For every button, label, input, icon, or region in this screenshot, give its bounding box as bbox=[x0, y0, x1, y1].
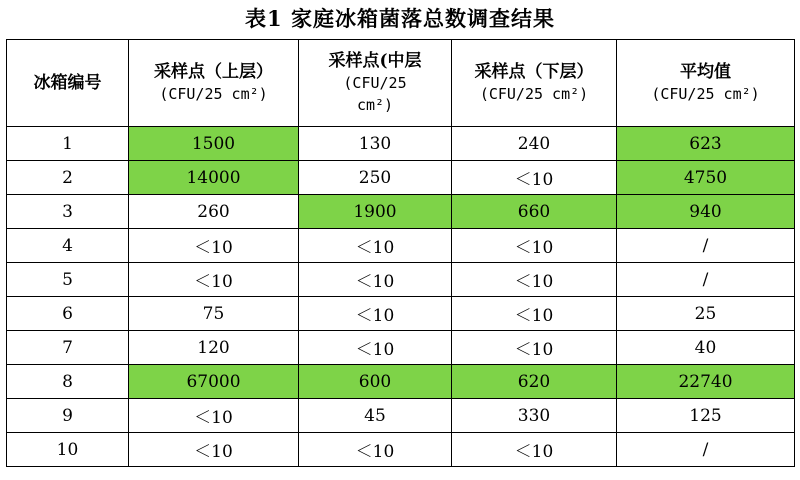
table-row bbox=[7, 263, 795, 297]
cell-average: 623 bbox=[617, 127, 795, 161]
header-lower-label: 采样点（下层） bbox=[474, 62, 594, 82]
cell-upper: 67000 bbox=[129, 365, 299, 399]
cell-middle: ＜10 bbox=[299, 263, 452, 297]
cell-fridge-id: 6 bbox=[7, 297, 129, 331]
cell-lower: ＜10 bbox=[452, 161, 617, 195]
table-row bbox=[7, 229, 795, 263]
cell-upper: 1500 bbox=[129, 127, 299, 161]
header-upper-unit: (CFU/25 cm²) bbox=[159, 85, 268, 103]
table-title: 表1 家庭冰箱菌落总数调查结果 bbox=[245, 6, 555, 31]
cell-middle: ＜10 bbox=[299, 331, 452, 365]
cell-lower: 660 bbox=[452, 195, 617, 229]
cell-lower: ＜10 bbox=[452, 433, 617, 467]
cell-average: 4750 bbox=[617, 161, 795, 195]
table-row bbox=[7, 433, 795, 467]
cell-middle: 250 bbox=[299, 161, 452, 195]
cell-average: / bbox=[617, 433, 795, 467]
cell-middle: ＜10 bbox=[299, 297, 452, 331]
cell-fridge-id: 10 bbox=[7, 433, 129, 467]
header-average-label: 平均值 bbox=[680, 62, 731, 82]
cell-upper: ＜10 bbox=[129, 229, 299, 263]
header-average-unit: (CFU/25 cm²) bbox=[651, 85, 760, 103]
cell-middle: ＜10 bbox=[299, 433, 452, 467]
cell-upper: 75 bbox=[129, 297, 299, 331]
cell-average: / bbox=[617, 263, 795, 297]
header-average bbox=[617, 40, 795, 127]
cell-lower: 240 bbox=[452, 127, 617, 161]
cell-middle: 1900 bbox=[299, 195, 452, 229]
header-middle bbox=[299, 40, 452, 127]
header-lower-unit: (CFU/25 cm²) bbox=[479, 85, 589, 103]
cell-upper: ＜10 bbox=[129, 399, 299, 433]
table-row bbox=[7, 399, 795, 433]
cell-upper: ＜10 bbox=[129, 263, 299, 297]
header-middle-unit-a: (CFU/25 bbox=[343, 74, 407, 92]
cell-average: 40 bbox=[617, 331, 795, 365]
header-row bbox=[7, 40, 795, 127]
table-row bbox=[7, 365, 795, 399]
cell-fridge-id: 9 bbox=[7, 399, 129, 433]
header-middle-label: 采样点(中层 bbox=[328, 51, 422, 71]
results-table bbox=[6, 39, 795, 467]
cell-average: 22740 bbox=[617, 365, 795, 399]
table-body bbox=[7, 127, 795, 467]
cell-upper: 260 bbox=[129, 195, 299, 229]
cell-fridge-id: 5 bbox=[7, 263, 129, 297]
cell-fridge-id: 7 bbox=[7, 331, 129, 365]
header-upper bbox=[129, 40, 299, 127]
cell-upper: 14000 bbox=[129, 161, 299, 195]
table-row bbox=[7, 127, 795, 161]
cell-fridge-id: 4 bbox=[7, 229, 129, 263]
table-row bbox=[7, 195, 795, 229]
cell-fridge-id: 1 bbox=[7, 127, 129, 161]
cell-middle: 600 bbox=[299, 365, 452, 399]
table-row bbox=[7, 161, 795, 195]
cell-upper: ＜10 bbox=[129, 433, 299, 467]
cell-lower: ＜10 bbox=[452, 297, 617, 331]
header-upper-label: 采样点（上层） bbox=[154, 62, 273, 82]
cell-middle: 45 bbox=[299, 399, 452, 433]
cell-average: / bbox=[617, 229, 795, 263]
header-fridge-id bbox=[7, 40, 129, 127]
cell-lower: 620 bbox=[452, 365, 617, 399]
cell-average: 125 bbox=[617, 399, 795, 433]
cell-middle: 130 bbox=[299, 127, 452, 161]
table-row bbox=[7, 331, 795, 365]
cell-middle: ＜10 bbox=[299, 229, 452, 263]
cell-average: 25 bbox=[617, 297, 795, 331]
header-fridge-id-label: 冰箱编号 bbox=[33, 73, 102, 93]
cell-fridge-id: 3 bbox=[7, 195, 129, 229]
cell-lower: ＜10 bbox=[452, 331, 617, 365]
cell-lower: 330 bbox=[452, 399, 617, 433]
header-lower bbox=[452, 40, 617, 127]
header-middle-unit-b: cm²) bbox=[356, 96, 394, 114]
cell-lower: ＜10 bbox=[452, 263, 617, 297]
table-row bbox=[7, 297, 795, 331]
cell-lower: ＜10 bbox=[452, 229, 617, 263]
cell-average: 940 bbox=[617, 195, 795, 229]
cell-fridge-id: 2 bbox=[7, 161, 129, 195]
cell-fridge-id: 8 bbox=[7, 365, 129, 399]
cell-upper: 120 bbox=[129, 331, 299, 365]
table-header bbox=[7, 40, 795, 127]
